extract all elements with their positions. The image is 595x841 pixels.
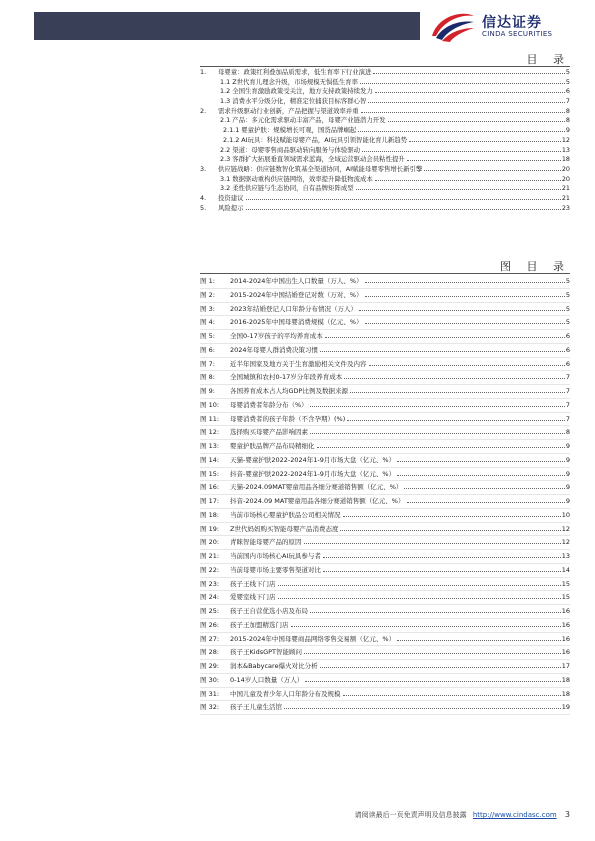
figure-entry-page: 12 [561, 524, 570, 533]
figure-entry-label: 图 20: [200, 538, 220, 547]
figure-leader-dots [320, 667, 561, 668]
figure-entry-page: 13 [561, 552, 570, 560]
figure-leader-dots [310, 612, 561, 613]
figure-entry-text: 2014-2024年中国出生人口数量（万人、%） [230, 277, 363, 285]
figure-entry[interactable] [200, 550, 570, 564]
toc-leader-dots [375, 92, 565, 93]
toc-entry-text: 供应链战略：供应链数智化筑基全渠道协同，AI赋能母婴零售增长新引擎 [218, 164, 423, 173]
toc-entry-page: 5 [565, 68, 570, 76]
toc-entry[interactable] [200, 97, 570, 107]
figure-entry-page: 16 [561, 634, 570, 643]
figure-leader-dots [343, 695, 561, 696]
toc-leader-dots [373, 73, 565, 74]
figure-entry-page: 10 [561, 510, 570, 519]
figure-entry-text: 润本&Babycare爆火对比分析 [230, 662, 318, 670]
figure-entry-label: 图 4: [200, 318, 215, 327]
toc-entry-text: 2.1 产品：多元化需求驱动丰富产品，母婴产业链潜力开发 [220, 116, 386, 125]
figure-leader-dots [344, 378, 565, 379]
toc-entry-page: 21 [561, 193, 570, 202]
toc-entry-page: 20 [561, 164, 570, 173]
toc-entry[interactable] [200, 107, 570, 117]
figure-entry-text: 全国0-17岁孩子的平均养育成本 [230, 332, 323, 340]
figure-entry-text: 2023年结婚登记人口年龄分布情况（万人） [230, 304, 358, 313]
figure-leader-dots [304, 653, 561, 654]
toc-entry-page: 8 [565, 116, 570, 125]
disclaimer-notice: 请阅读最后一页免责声明及信息披露 [354, 811, 467, 819]
figure-entry[interactable] [200, 289, 570, 303]
figure-leader-dots [347, 420, 565, 421]
figure-entry-text: 孩子王自营优选小店及布局 [230, 607, 308, 615]
toc-entry-page: 20 [561, 174, 570, 183]
toc-entry[interactable] [200, 155, 570, 165]
figure-entry[interactable] [200, 509, 570, 523]
toc-leader-dots [246, 209, 561, 210]
toc-entry-text: 2.3 客群扩大拓展垂直领域需求蓝海，全域运营驱动会员粘性提升 [220, 155, 405, 164]
figure-entry-text: 青睐智能母婴产品的原因 [230, 538, 302, 547]
figure-title-rule [200, 273, 570, 274]
figure-entry[interactable] [200, 523, 570, 537]
figure-entry[interactable] [200, 660, 570, 674]
toc-entry-text: 投资建议 [218, 193, 244, 202]
figure-entry-label: 图 5: [200, 332, 215, 340]
figure-entry[interactable] [200, 688, 570, 702]
figure-entry-text: 选择购买母婴产品影响因素 [230, 428, 308, 437]
figure-list [200, 275, 570, 715]
figure-leader-dots [397, 640, 561, 641]
figure-entry-page: 7 [565, 373, 570, 382]
figure-leader-dots [317, 447, 565, 448]
toc-entry[interactable] [200, 194, 570, 204]
figure-entry-text: 当前母婴市场主要零售渠道对比 [230, 565, 321, 574]
figure-entry-label: 图 29: [200, 662, 220, 670]
table-of-contents [200, 68, 570, 213]
website-link[interactable]: http://www.cindasc.com [472, 811, 557, 819]
figure-leader-dots [284, 708, 561, 709]
figure-entry-label: 图 1: [200, 277, 215, 285]
toc-title: 目 录 [526, 53, 570, 66]
figure-entry-text: 抖音-婴童护肤2022-2024年1-9月市场大盘（亿元、%） [230, 469, 396, 478]
figure-entry-page: 9 [565, 442, 570, 450]
toc-entry[interactable] [200, 184, 570, 194]
figure-entry[interactable] [200, 578, 570, 592]
toc-leader-dots [388, 121, 565, 122]
toc-entry[interactable] [200, 78, 570, 88]
toc-entry-page: 8 [565, 106, 570, 115]
figure-entry-page: 7 [565, 414, 570, 423]
figure-list-title: 图 目 录 [500, 260, 570, 273]
figure-leader-dots [404, 488, 564, 489]
figure-entry-text: 近半年国家及地方关于生育激励相关文件及内容 [230, 359, 367, 368]
figure-entry[interactable] [200, 605, 570, 619]
figure-entry-label: 图 21: [200, 552, 220, 560]
figure-entry-label: 图 22: [200, 565, 220, 574]
figure-leader-dots [323, 571, 561, 572]
figure-entry-text: 0-14岁人口数量（万人） [230, 675, 304, 684]
figure-entry-page: 5 [565, 318, 570, 327]
figure-entry[interactable] [200, 701, 570, 715]
figure-entry-page: 16 [561, 648, 570, 657]
figure-entry-label: 图 17: [200, 497, 220, 505]
figure-entry-label: 图 28: [200, 648, 220, 657]
figure-entry[interactable] [200, 316, 570, 330]
page-footer [355, 810, 570, 820]
figure-entry-label: 图 32: [200, 703, 220, 712]
figure-leader-dots [340, 530, 560, 531]
logo-name-en: CINDA SECURITIES [482, 30, 553, 38]
figure-entry-text: 天猫-婴童护肤2022-2024年1-9月市场大盘（亿元、%） [230, 455, 396, 464]
figure-entry-page: 18 [561, 689, 570, 698]
figure-entry-text: Z世代妈妈购买智能母婴产品消费态度 [230, 524, 339, 533]
figure-entry[interactable] [200, 591, 570, 605]
figure-leader-dots [323, 557, 561, 558]
figure-entry-page: 15 [561, 593, 570, 602]
figure-entry-label: 图 24: [200, 593, 220, 602]
toc-leader-dots [362, 151, 561, 152]
figure-entry-page: 5 [565, 304, 570, 313]
toc-entry-text: 2.2 渠道：母婴零售商品驱动转向服务与体验驱动 [220, 145, 361, 154]
figure-entry-text: 当前国内市场核心AI玩具参与者 [230, 552, 321, 560]
figure-entry-page: 15 [561, 579, 570, 588]
toc-entry-number: 5. [200, 203, 207, 212]
figure-leader-dots [365, 323, 565, 324]
toc-entry-page: 18 [561, 155, 570, 164]
toc-entry-text: 1.3 消费水平分级分化，精准定位捕获目标客群心智 [220, 97, 367, 106]
figure-entry-label: 图 10: [200, 400, 220, 409]
toc-entry-number: 3. [200, 164, 207, 173]
figure-entry-text: 孩子王加盟精选门店 [230, 620, 289, 629]
figure-entry-page: 9 [565, 469, 570, 478]
toc-entry-text: 3.1 数据驱动重构供应链网络，效率提升降低物流成本 [220, 174, 373, 183]
figure-entry-label: 图 18: [200, 510, 220, 519]
toc-leader-dots [424, 170, 560, 171]
figure-entry[interactable] [200, 633, 570, 647]
figure-entry[interactable] [200, 330, 570, 344]
toc-entry-text: 2.1.1 婴童护肤：规模增长可观，国货品牌崛起 [223, 126, 357, 135]
figure-leader-dots [304, 543, 561, 544]
figure-entry-text: 母婴消费者的孩子年龄（不含孕期）(%) [230, 414, 346, 423]
toc-entry[interactable] [200, 175, 570, 185]
figure-entry-text: 孩子王KidsGPT智能顾问 [230, 648, 303, 657]
figure-leader-dots [365, 296, 565, 297]
figure-entry[interactable] [200, 468, 570, 482]
figure-entry-page: 16 [561, 620, 570, 629]
toc-entry-text: 3.2 柔性供应链与生态协同，自有品牌矩阵成型 [220, 184, 354, 193]
toc-entry-text: 1.2 全国生育激励政策受关注，地方支持政策持续发力 [220, 87, 373, 96]
figure-leader-dots [407, 502, 565, 503]
figure-entry-text: 2016-2025年中国母婴消费规模（亿元、%） [230, 318, 363, 327]
logo-name-cn: 信达证券 [482, 15, 542, 31]
figure-entry-label: 图 14: [200, 455, 220, 464]
figure-entry-text: 中国儿童及青少年人口年龄分布及规模 [230, 689, 341, 698]
figure-entry[interactable] [200, 426, 570, 440]
toc-leader-dots [358, 131, 565, 132]
header-banner [34, 12, 420, 40]
figure-entry-text: 当前市场核心婴童护肤品公司相关情况 [230, 510, 341, 519]
figure-entry-page: 14 [561, 565, 570, 574]
figure-entry-text: 婴童护肤品牌产品布局精细化 [230, 442, 315, 450]
toc-leader-dots [368, 102, 565, 103]
figure-entry-label: 图 6: [200, 345, 215, 354]
figure-entry-label: 图 2: [200, 290, 215, 299]
figure-entry-page: 19 [561, 703, 570, 712]
figure-entry[interactable] [200, 495, 570, 509]
toc-entry-page: 23 [561, 203, 570, 212]
figure-leader-dots [325, 337, 565, 338]
figure-entry-label: 图 11: [200, 414, 220, 423]
toc-entry-page: 9 [565, 126, 570, 135]
figure-entry-label: 图 25: [200, 607, 220, 615]
toc-entry-text: 母婴童：政策红利叠加品质需求，低生育率下行业演进 [218, 68, 372, 76]
figure-entry-label: 图 12: [200, 428, 220, 437]
toc-title-rule [200, 66, 570, 67]
figure-entry-page: 16 [561, 607, 570, 615]
figure-entry-page: 5 [565, 277, 570, 285]
toc-entry-number: 4. [200, 193, 207, 202]
toc-leader-dots [360, 83, 565, 84]
toc-entry-text: 2.1.2 AI玩具：科技赋能母婴产品，AI玩具引领智能化育儿新趋势 [223, 135, 408, 144]
figure-entry-page: 9 [565, 483, 570, 492]
figure-entry-label: 图 16: [200, 483, 220, 492]
toc-entry-number: 1. [200, 68, 207, 76]
figure-entry-text: 母婴消费者年龄分布（%） [230, 400, 308, 409]
figure-entry[interactable] [200, 385, 570, 399]
figure-entry[interactable] [200, 303, 570, 317]
figure-entry-page: 6 [565, 345, 570, 354]
figure-entry[interactable] [200, 371, 570, 385]
figure-entry[interactable] [200, 454, 570, 468]
figure-entry[interactable] [200, 358, 570, 372]
figure-entry-label: 图 26: [200, 620, 220, 629]
figure-leader-dots [310, 433, 565, 434]
toc-leader-dots [407, 160, 561, 161]
figure-entry-text: 2015-2024年中国结婚登记对数（万对、%） [230, 290, 363, 299]
figure-entry-label: 图 30: [200, 675, 220, 684]
figure-entry-text: 抖音-2024.09 MAT婴童用品各细分赛道销售额（亿元、%） [230, 497, 405, 505]
toc-entry-page: 12 [561, 135, 570, 144]
figure-entry-text: 全国城镇和农村0-17岁分年段养育成本 [230, 373, 343, 382]
figure-entry[interactable] [200, 619, 570, 633]
toc-entry[interactable] [200, 204, 570, 214]
figure-leader-dots [350, 392, 565, 393]
figure-entry[interactable] [200, 344, 570, 358]
figure-entry-page: 17 [561, 662, 570, 670]
figure-entry-page: 6 [565, 332, 570, 340]
toc-entry-page: 7 [565, 97, 570, 106]
figure-entry-label: 图 31: [200, 689, 220, 698]
toc-entry[interactable] [200, 136, 570, 146]
toc-leader-dots [356, 189, 561, 190]
figure-leader-dots [365, 282, 565, 283]
toc-leader-dots [409, 141, 561, 142]
toc-entry-text: 需求升级驱动行业创新，产品把握与渠道效率并重 [218, 106, 359, 115]
figure-leader-dots [397, 475, 565, 476]
figure-entry-label: 图 7: [200, 359, 215, 368]
toc-entry[interactable] [200, 116, 570, 126]
toc-entry-text: 风险提示 [218, 203, 244, 212]
figure-entry-text: 孩子王儿童生活馆 [230, 703, 282, 712]
figure-entry-label: 图 19: [200, 524, 220, 533]
figure-leader-dots [343, 516, 561, 517]
figure-entry-page: 9 [565, 455, 570, 464]
figure-entry-label: 图 13: [200, 442, 220, 450]
figure-entry-page: 8 [565, 428, 570, 437]
figure-entry-text: 天猫-2024.09MAT婴童用品各细分赛道销售额（亿元、%） [230, 483, 403, 492]
toc-entry[interactable] [200, 165, 570, 175]
cinda-logo-icon [428, 8, 478, 44]
toc-entry[interactable] [200, 146, 570, 156]
figure-entry-text: 爱婴室线下门店 [230, 593, 276, 602]
toc-entry[interactable] [200, 126, 570, 136]
figure-leader-dots [397, 461, 565, 462]
figure-entry-text: 2015-2024年中国母婴商品网络零售交易额（亿元、%） [230, 634, 396, 643]
figure-entry[interactable] [200, 536, 570, 550]
figure-entry-page: 12 [561, 538, 570, 547]
toc-entry-page: 6 [565, 87, 570, 96]
figure-entry-label: 图 27: [200, 634, 220, 643]
figure-leader-dots [278, 598, 561, 599]
figure-entry-text: 2024年母婴人群消费决策习惯 [230, 345, 319, 354]
toc-entry-page: 21 [561, 184, 570, 193]
company-logo [428, 8, 568, 44]
figure-entry[interactable] [200, 440, 570, 454]
figure-entry[interactable] [200, 564, 570, 578]
figure-entry-page: 18 [561, 675, 570, 684]
figure-leader-dots [305, 681, 560, 682]
figure-leader-dots [369, 365, 565, 366]
figure-entry[interactable] [200, 481, 570, 495]
figure-leader-dots [291, 626, 561, 627]
toc-entry[interactable] [200, 87, 570, 97]
toc-leader-dots [246, 199, 561, 200]
figure-entry[interactable] [200, 275, 570, 289]
toc-leader-dots [361, 112, 565, 113]
toc-entry-page: 13 [561, 145, 570, 154]
toc-entry-text: 1.1 Z世代育儿理念升级，市场规模无惧低生育率 [220, 77, 358, 86]
figure-entry-page: 9 [565, 497, 570, 505]
figure-leader-dots [278, 585, 561, 586]
figure-entry[interactable] [200, 674, 570, 688]
figure-entry-text: 孩子王线下门店 [230, 579, 276, 588]
figure-entry-label: 图 3: [200, 304, 215, 313]
toc-leader-dots [375, 180, 561, 181]
figure-leader-dots [359, 310, 565, 311]
figure-entry-page: 5 [565, 290, 570, 299]
figure-entry[interactable] [200, 399, 570, 413]
figure-entry-label: 图 15: [200, 469, 220, 478]
figure-entry-label: 图 9: [200, 387, 215, 395]
figure-entry[interactable] [200, 646, 570, 660]
page-number: 3 [564, 810, 570, 819]
figure-leader-dots [320, 351, 565, 352]
figure-entry-page: 7 [565, 400, 570, 409]
figure-entry-label: 图 23: [200, 579, 220, 588]
toc-entry[interactable] [200, 68, 570, 78]
toc-entry-page: 5 [565, 77, 570, 86]
figure-entry-page: 7 [565, 387, 570, 395]
figure-leader-dots [310, 406, 565, 407]
figure-entry-text: 各国养育成本占人均GDP比例及数据来源 [230, 387, 348, 395]
figure-entry[interactable] [200, 413, 570, 427]
toc-entry-number: 2. [200, 106, 207, 115]
figure-entry-page: 6 [565, 359, 570, 368]
figure-entry-label: 图 8: [200, 373, 215, 382]
